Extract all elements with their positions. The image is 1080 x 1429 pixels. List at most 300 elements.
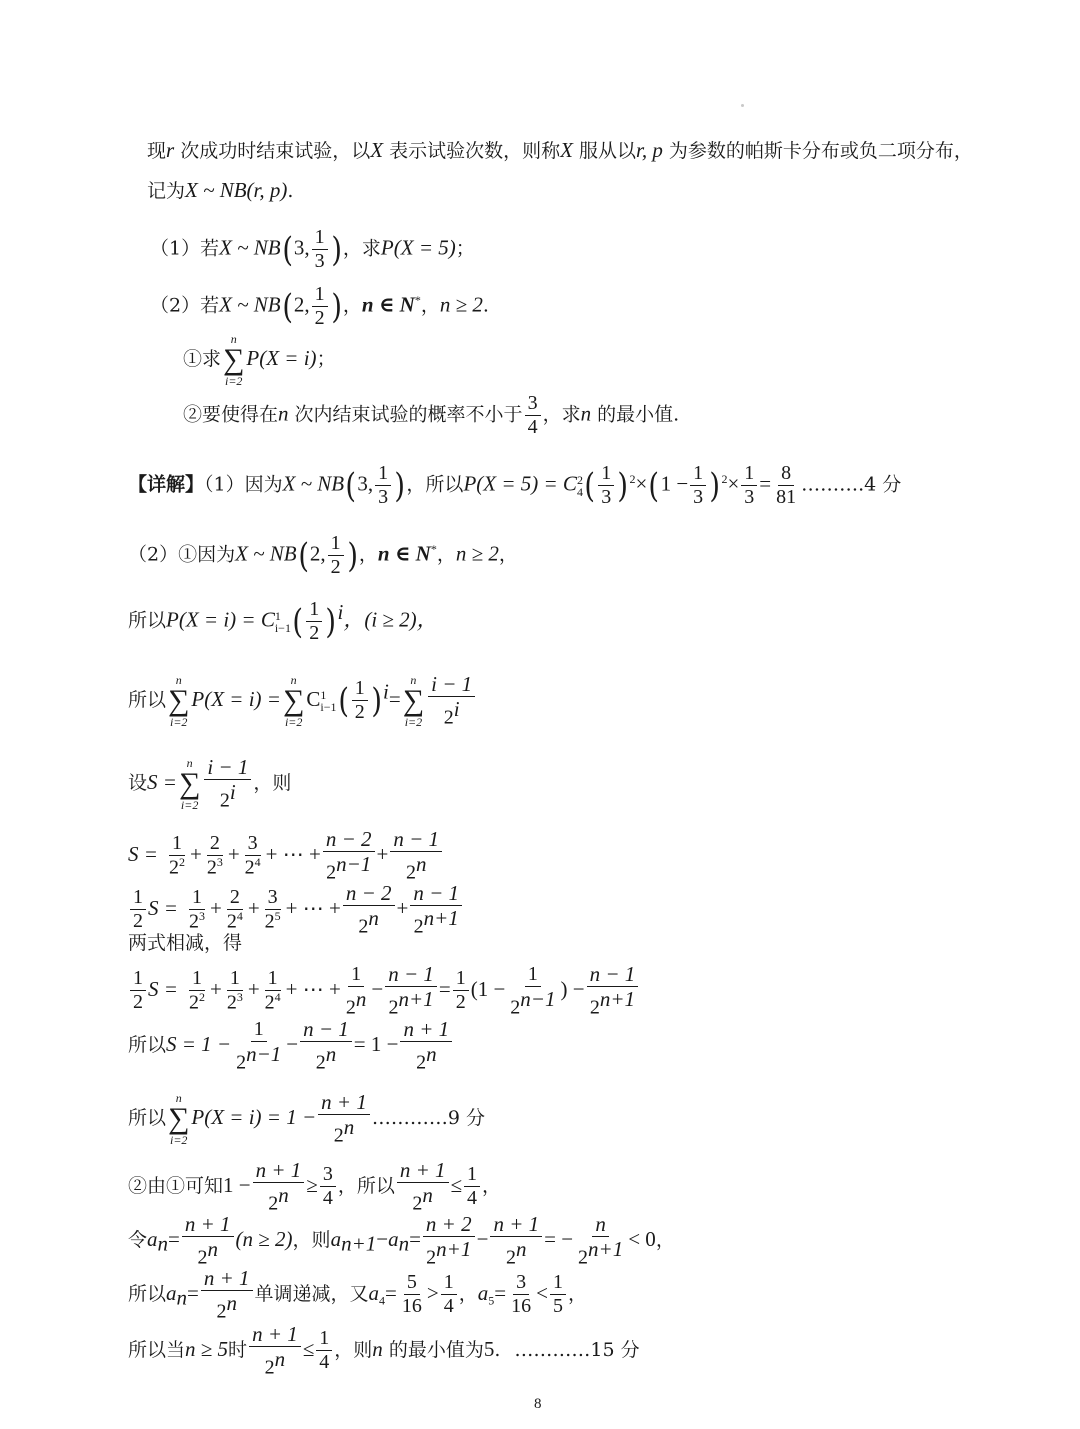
denominator: 2 [426, 1246, 437, 1269]
text: ，求 [342, 237, 381, 260]
denominator: 81 [776, 486, 797, 508]
text: ②要使得在 [183, 403, 279, 426]
denominator: 2 [416, 1051, 427, 1074]
math: C [306, 686, 321, 711]
exponent: n−1 [336, 852, 372, 877]
math-expr: P(X = i) = C [166, 607, 275, 632]
exponent: 3 [236, 990, 243, 1005]
sum-upper: n [410, 672, 417, 687]
numerator: 1 [550, 1271, 566, 1295]
paren: ) [330, 229, 342, 270]
paren: ) [325, 601, 337, 642]
math-expr: X ~ NB(r, p) [185, 178, 288, 202]
summation [223, 333, 244, 387]
numerator: 1 [464, 1163, 480, 1187]
superscript: * [430, 542, 437, 557]
minus: − [286, 1031, 299, 1056]
math-expr: ，(i ≥ 2)， [343, 607, 438, 632]
math-x: X [560, 138, 573, 162]
denominator: 2 [388, 996, 399, 1019]
numerator: 1 [598, 462, 614, 486]
fraction [598, 462, 614, 509]
math-expr: S = [128, 841, 158, 866]
numerator: 1 [352, 677, 368, 701]
denominator: 2 [354, 701, 365, 724]
subtract-note [128, 934, 242, 953]
fraction [690, 462, 706, 509]
math-expr: P(X = 5) [380, 235, 456, 260]
paren: ( [281, 229, 293, 270]
math: a [477, 1280, 489, 1305]
question-label: （2）若 [150, 294, 220, 317]
math-n: n [372, 1336, 383, 1361]
exponent: 2 [721, 472, 728, 487]
solution-part-1 [128, 462, 901, 509]
exponent: i [383, 679, 389, 704]
numerator: 3 [513, 1271, 529, 1295]
fraction [508, 1271, 534, 1318]
exponent: n−1 [246, 1041, 282, 1066]
numerator: n + 2 [423, 1212, 475, 1237]
text: 两式相减，得 [128, 932, 243, 954]
numerator: 1 [306, 598, 322, 622]
fraction [773, 462, 799, 509]
question-2-part-1 [183, 333, 336, 387]
denominator: 2 [510, 996, 521, 1019]
summation [168, 674, 189, 728]
fraction [507, 963, 558, 1020]
final-answer [128, 1322, 640, 1380]
numerator: 1 [741, 462, 757, 486]
intro-line-2 [147, 180, 293, 201]
numerator: 1 [328, 532, 344, 556]
text: 表示试验次数，则称 [383, 140, 561, 162]
numerator: 1 [375, 462, 391, 486]
numerator: n − 1 [385, 962, 437, 987]
fraction [253, 1158, 305, 1216]
fraction [186, 886, 208, 934]
summation [403, 674, 424, 728]
plus: + [227, 841, 240, 866]
solution-label: 【详解】 [128, 473, 205, 496]
paren: ) [709, 465, 721, 506]
math: 3, [357, 471, 374, 496]
numerator: 1 [312, 283, 328, 307]
text: ②由①可知 [128, 1174, 224, 1197]
sum-lower: i=2 [284, 714, 303, 729]
denominator: 3 [314, 250, 325, 272]
summation [168, 1092, 189, 1146]
paren: ) [394, 465, 406, 506]
denominator: 16 [401, 1295, 422, 1318]
operator: > [426, 1280, 439, 1305]
math: 1 − [223, 1172, 251, 1197]
math-n: n [278, 401, 289, 426]
text: ，所以 [337, 1174, 395, 1197]
fraction [343, 963, 370, 1020]
denominator: 2 [236, 1051, 247, 1074]
text: ， [655, 1228, 675, 1251]
operator: = [187, 1280, 199, 1305]
minus: − [476, 1226, 489, 1251]
numerator: 1 [525, 963, 541, 987]
text: ，则 [253, 771, 292, 794]
operator: = [409, 1226, 421, 1251]
fraction [464, 1163, 480, 1210]
denominator: 2 [589, 996, 600, 1019]
exponent: 2 [629, 472, 636, 487]
math: a [388, 1226, 399, 1251]
denominator: 2 [168, 856, 179, 879]
text: ，则 [292, 1228, 331, 1251]
fraction [306, 598, 322, 645]
denominator: 2 [413, 915, 424, 938]
fraction [224, 886, 246, 934]
numerator: n − 1 [587, 962, 639, 987]
denominator: 4 [467, 1187, 478, 1210]
inequality-setup [128, 1158, 501, 1216]
exponent: 5 [274, 909, 281, 924]
subscript: 5 [488, 1293, 495, 1308]
text: 记为 [147, 180, 186, 202]
series-s [128, 827, 444, 885]
subscript: n [157, 1231, 169, 1256]
exponent: 4 [236, 909, 243, 924]
sigma: ∑ [168, 1101, 190, 1135]
exponent: n−1 [520, 986, 556, 1011]
fraction [400, 1017, 452, 1075]
paren: ( [297, 535, 309, 576]
plus: + [376, 841, 389, 866]
fraction [410, 881, 462, 939]
operator: < 0 [628, 1226, 656, 1251]
math-expr: S = [148, 895, 178, 920]
superscript: 1 [320, 687, 327, 702]
fraction [441, 1271, 457, 1318]
score-note: …………15 分 [514, 1338, 640, 1361]
fraction [328, 532, 344, 579]
math: 2, [309, 541, 326, 566]
text: ①求 [183, 348, 222, 370]
numerator: n − 1 [410, 881, 462, 906]
text: 的最小值为 [382, 1338, 484, 1361]
exponent: n [516, 1237, 527, 1262]
math: 2, [293, 292, 310, 317]
question-2-part-2 [183, 392, 679, 439]
numerator: 1 [189, 967, 205, 991]
text: 所以 [128, 1033, 167, 1056]
text: 所以 [128, 1282, 167, 1305]
text: . [494, 1338, 501, 1361]
denominator: 2 [219, 789, 230, 812]
text: ， [458, 1282, 478, 1305]
denominator: 2 [264, 1356, 275, 1379]
text: 令 [128, 1228, 148, 1251]
text: ， [420, 294, 440, 317]
numerator: 1 [265, 967, 281, 991]
text: 所以 [128, 609, 167, 632]
exponent: 4 [274, 990, 281, 1005]
numerator: 1 [348, 963, 364, 987]
paren: ) [346, 535, 358, 576]
numerator: 3 [265, 886, 281, 910]
math-x: X [370, 138, 384, 162]
math: ) − [560, 976, 585, 1001]
question-label: （1）若 [150, 237, 220, 260]
text: 所以当 [128, 1338, 186, 1361]
sigma: ∑ [168, 683, 190, 717]
subscript: n [176, 1285, 188, 1310]
fraction [550, 1271, 566, 1318]
exponent: n+1 [599, 987, 635, 1012]
math-cond: n ≥ 5 [185, 1336, 229, 1361]
text: ， [567, 1282, 587, 1305]
operator: = [388, 686, 401, 711]
denominator: 2 [330, 556, 341, 578]
text: ， [436, 543, 456, 566]
denominator: 5 [552, 1295, 563, 1318]
fraction [224, 967, 246, 1015]
text: . [287, 180, 294, 202]
paren: ( [584, 465, 595, 506]
superscript: 2 [576, 472, 583, 487]
subscript: n+1 [341, 1231, 377, 1256]
fraction [741, 462, 757, 509]
text: ； [455, 237, 475, 260]
math-expr: S = [148, 976, 178, 1001]
denominator: 2 [326, 861, 337, 884]
subscript: i−1 [274, 620, 291, 635]
monotonic-check [128, 1266, 587, 1324]
sum-upper: n [290, 672, 297, 687]
math-cond: n ≥ 2 [455, 541, 499, 566]
fraction [343, 881, 395, 939]
text: 现 [147, 140, 167, 162]
numerator: 1 [453, 967, 469, 991]
exponent: n [274, 1347, 286, 1372]
fraction [399, 1271, 425, 1318]
fraction [525, 392, 541, 439]
score-note: ……….4 分 [801, 473, 902, 496]
text: 设 [128, 771, 148, 794]
sigma: ∑ [178, 766, 201, 800]
numerator: n + 1 [318, 1090, 370, 1115]
text: 单调递减，又 [254, 1282, 369, 1305]
math-cond: (n ≥ 2) [235, 1226, 293, 1251]
fraction [233, 1018, 284, 1075]
denominator: 2 [244, 856, 255, 879]
denominator: 2 [226, 991, 237, 1014]
exponent: n [422, 1183, 433, 1208]
sigma: ∑ [282, 683, 305, 717]
sum-upper: n [175, 672, 182, 687]
numerator: 1 [441, 1271, 457, 1295]
fraction [249, 1322, 301, 1380]
text: 所以 [128, 688, 167, 711]
operator: = [168, 1226, 180, 1251]
operator: ≤ [450, 1172, 463, 1197]
fraction [587, 962, 639, 1020]
denominator: 2 [133, 991, 143, 1014]
paren: ( [292, 601, 303, 642]
denominator: 3 [378, 486, 389, 508]
denominator: 2 [226, 910, 237, 933]
math-expr: X ~ NB [235, 541, 297, 566]
denominator: 2 [206, 856, 217, 879]
text: . [482, 294, 489, 317]
math-expr: X ~ NB [282, 471, 345, 496]
numerator: 1 [251, 1018, 267, 1042]
numerator: 1 [227, 967, 243, 991]
operator: = 1 − [353, 1031, 399, 1056]
numerator: n + 1 [249, 1322, 301, 1347]
fraction [575, 1212, 626, 1270]
denominator: 4 [322, 1187, 333, 1210]
denominator: 2 [345, 996, 356, 1019]
numerator: 1 [316, 1327, 332, 1351]
text: 次内结束试验的概率不小于 [288, 403, 523, 426]
intro-line-1 [147, 140, 973, 161]
combination-indices [275, 610, 291, 634]
math: 5 [483, 1336, 495, 1361]
fraction [130, 967, 146, 1014]
fraction [318, 1090, 370, 1148]
numerator: n + 1 [253, 1158, 305, 1183]
exponent: n [343, 1115, 355, 1140]
numerator: 2 [227, 886, 243, 910]
plus: + [247, 895, 260, 920]
text: 次成功时结束试验，以 [174, 140, 371, 162]
denominator: 2 [506, 1246, 517, 1269]
fraction [262, 886, 284, 934]
math-rp: r, p [636, 138, 663, 162]
denominator: 4 [527, 416, 538, 438]
math: (1 − [470, 976, 506, 1001]
fraction [490, 1212, 542, 1270]
math: a [330, 1226, 342, 1251]
text: ， [342, 294, 362, 317]
paren: ) [617, 465, 629, 506]
fraction [390, 827, 442, 885]
numerator: 1 [130, 886, 146, 910]
exponent: 3 [216, 855, 223, 870]
fraction [312, 283, 328, 330]
math: 3, [293, 235, 310, 260]
math-cond: n ∈ N [361, 292, 415, 317]
operator: × [727, 471, 740, 496]
operator: − [376, 1226, 389, 1251]
subtraction-result [128, 962, 640, 1020]
denominator: 2 [188, 991, 199, 1014]
sequence-difference [128, 1212, 675, 1270]
operator: ≥ [306, 1172, 318, 1197]
fraction [428, 672, 475, 730]
s-closed-form [128, 1017, 454, 1075]
numerator: 1 [690, 462, 706, 486]
subscript: 4 [576, 484, 583, 499]
fraction [375, 462, 391, 509]
fraction [201, 1266, 253, 1324]
question-1 [150, 226, 475, 273]
math-r: r [166, 138, 175, 162]
text: 时 [228, 1338, 248, 1361]
denominator: 2 [455, 991, 466, 1014]
fraction [453, 967, 469, 1014]
fraction [323, 827, 375, 885]
fraction [130, 886, 146, 933]
score-note: …………9 分 [371, 1106, 485, 1129]
math-expr: X ~ NB [219, 292, 281, 317]
math-cond: n ∈ N [377, 541, 431, 566]
ellipsis: + ⋯ + [285, 976, 341, 1001]
denominator: 2 [264, 910, 275, 933]
numerator: 3 [245, 832, 261, 856]
math-expr: P(X = 5) = C [463, 471, 577, 496]
fraction [204, 832, 226, 880]
denominator: 2 [412, 1192, 423, 1215]
paren: ( [345, 465, 357, 506]
exponent: n [415, 852, 427, 877]
numerator: 1 [189, 886, 205, 910]
paren: ) [330, 286, 342, 327]
text: （1）因为 [204, 473, 283, 496]
solution-define-s [128, 755, 291, 813]
series-half-s [128, 881, 464, 939]
fraction [166, 832, 188, 880]
math: a [166, 1280, 177, 1305]
fraction [423, 1212, 475, 1270]
denominator: 2 [315, 1051, 326, 1074]
fraction [397, 1158, 449, 1216]
operator: = [385, 1280, 397, 1305]
denominator: 2 [358, 915, 369, 938]
numerator: 5 [404, 1271, 420, 1295]
numerator: 1 [169, 832, 185, 856]
math-expr: P(X = i) [246, 346, 317, 370]
denominator: 2 [264, 991, 275, 1014]
plus: + [396, 895, 409, 920]
ellipsis: + ⋯ + [265, 841, 321, 866]
page-number: 8 [534, 1396, 542, 1412]
exponent: n+1 [588, 1237, 624, 1262]
text: 服从以 [572, 140, 636, 162]
denominator: 2 [216, 1300, 227, 1323]
paren: ( [281, 286, 293, 327]
denominator: 2 [333, 1124, 344, 1147]
sigma: ∑ [223, 343, 245, 376]
sum-lower: i=2 [180, 797, 199, 812]
summation [283, 674, 304, 728]
text: 为参数的帕斯卡分布或负二项分布， [662, 140, 973, 162]
text: ， [358, 543, 378, 566]
numerator: n + 1 [201, 1266, 253, 1291]
text: ，所以 [406, 473, 464, 496]
numerator: n + 1 [182, 1212, 234, 1237]
math: a [368, 1280, 380, 1305]
subscript: i−1 [320, 699, 337, 714]
operator: ≤ [302, 1336, 315, 1361]
numerator: n + 1 [397, 1158, 449, 1183]
plus: + [189, 841, 202, 866]
math: a [147, 1226, 158, 1251]
math-cond: n ≥ 2 [439, 292, 483, 317]
operator: = [759, 471, 772, 496]
sum-lower: i=2 [404, 714, 423, 729]
exponent: n [325, 1042, 337, 1067]
numerator: 8 [778, 462, 794, 486]
numerator: 2 [207, 832, 223, 856]
denominator: 2 [133, 910, 143, 933]
